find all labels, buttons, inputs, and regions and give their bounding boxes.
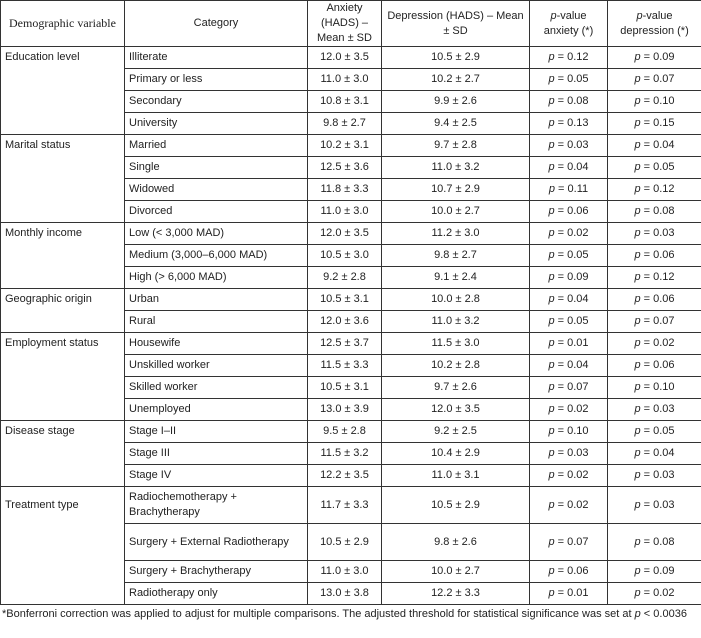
category-cell: Primary or less xyxy=(125,69,308,91)
table-row xyxy=(1,399,701,421)
demographic-variable-cell xyxy=(1,245,125,267)
p-symbol: p xyxy=(548,95,555,107)
p-value: = 0.03 xyxy=(557,139,589,151)
table-row xyxy=(1,487,701,524)
depression-cell: 10.2 ± 2.7 xyxy=(382,69,530,91)
p-symbol: p xyxy=(634,587,641,599)
category-cell: Radiochemotherapy + Brachytherapy xyxy=(125,487,308,524)
depression-cell: 9.8 ± 2.7 xyxy=(382,245,530,267)
depression-cell: 9.2 ± 2.5 xyxy=(382,421,530,443)
depression-cell: 9.7 ± 2.8 xyxy=(382,135,530,157)
p-symbol: p xyxy=(634,447,641,459)
p-anxiety-cell xyxy=(530,465,608,487)
depression-cell: 10.5 ± 2.9 xyxy=(382,47,530,69)
p-anxiety-cell xyxy=(530,47,608,69)
p-value: = 0.02 xyxy=(557,469,589,481)
header-p-depression xyxy=(608,1,701,47)
depression-cell: 11.2 ± 3.0 xyxy=(382,223,530,245)
p-symbol: p xyxy=(548,117,555,129)
p-anxiety-cell xyxy=(530,399,608,421)
table-row xyxy=(1,245,701,267)
p-symbol: p xyxy=(548,315,555,327)
p-anxiety-cell xyxy=(530,113,608,135)
anxiety-cell: 10.8 ± 3.1 xyxy=(308,91,382,113)
p-depression-cell xyxy=(608,487,701,524)
p-symbol: p xyxy=(548,403,555,415)
p-depression-cell xyxy=(608,443,701,465)
footnote xyxy=(2,607,699,622)
depression-cell: 10.0 ± 2.7 xyxy=(382,561,530,583)
p-depression-cell xyxy=(608,47,701,69)
p-value: = 0.01 xyxy=(557,337,589,349)
p-depression-cell xyxy=(608,179,701,201)
table-row xyxy=(1,421,701,443)
category-cell: Stage III xyxy=(125,443,308,465)
anxiety-cell: 13.0 ± 3.8 xyxy=(308,583,382,605)
p-symbol: p xyxy=(548,51,555,63)
table-row xyxy=(1,223,701,245)
category-cell: Rural xyxy=(125,311,308,333)
category-cell: Housewife xyxy=(125,333,308,355)
p-symbol: p xyxy=(634,425,641,437)
table-row xyxy=(1,69,701,91)
table-row xyxy=(1,333,701,355)
p-symbol: p xyxy=(548,535,555,548)
category-cell: Unskilled worker xyxy=(125,355,308,377)
anxiety-cell: 10.5 ± 3.0 xyxy=(308,245,382,267)
p-value: = 0.04 xyxy=(557,161,589,173)
p-anxiety-cell xyxy=(530,355,608,377)
p-symbol: p xyxy=(634,73,641,85)
p-value: = 0.03 xyxy=(643,227,675,239)
p-value: = 0.06 xyxy=(643,359,675,371)
p-symbol: p xyxy=(634,139,641,151)
p-value: = 0.03 xyxy=(557,447,589,459)
p-depression-cell xyxy=(608,69,701,91)
table-row xyxy=(1,524,701,561)
p-value: = 0.12 xyxy=(643,183,675,195)
table-row xyxy=(1,267,701,289)
p-value: = 0.13 xyxy=(557,117,589,129)
p-symbol: p xyxy=(634,337,641,349)
table-row xyxy=(1,179,701,201)
category-cell: Radiotherapy only xyxy=(125,583,308,605)
category-cell: Skilled worker xyxy=(125,377,308,399)
p-value: = 0.01 xyxy=(557,587,589,599)
anxiety-cell: 9.5 ± 2.8 xyxy=(308,421,382,443)
demographic-variable-cell xyxy=(1,157,125,179)
depression-cell: 9.8 ± 2.6 xyxy=(382,524,530,561)
anxiety-cell: 11.7 ± 3.3 xyxy=(308,487,382,524)
p-anxiety-cell xyxy=(530,135,608,157)
anxiety-cell: 12.2 ± 3.5 xyxy=(308,465,382,487)
depression-cell: 11.0 ± 3.1 xyxy=(382,465,530,487)
p-value: = 0.04 xyxy=(557,293,589,305)
depression-cell: 10.2 ± 2.8 xyxy=(382,355,530,377)
p-value: = 0.15 xyxy=(643,117,675,129)
p-symbol: p xyxy=(548,565,555,577)
anxiety-cell: 9.8 ± 2.7 xyxy=(308,113,382,135)
p-symbol: p xyxy=(548,183,555,195)
header-depression: Depression (HADS) – Mean ± SD xyxy=(382,1,530,47)
p-symbol: p xyxy=(550,9,557,22)
category-cell: University xyxy=(125,113,308,135)
table-row xyxy=(1,157,701,179)
p-symbol: p xyxy=(548,227,555,239)
table-row xyxy=(1,201,701,223)
p-anxiety-cell xyxy=(530,377,608,399)
p-symbol: p xyxy=(634,227,641,239)
p-value: = 0.04 xyxy=(643,139,675,151)
p-anxiety-cell xyxy=(530,487,608,524)
category-cell: Married xyxy=(125,135,308,157)
table-row xyxy=(1,377,701,399)
p-value: = 0.08 xyxy=(557,95,589,107)
category-cell: Secondary xyxy=(125,91,308,113)
p-symbol: p xyxy=(548,381,555,393)
anxiety-cell: 10.5 ± 3.1 xyxy=(308,289,382,311)
table-row xyxy=(1,47,701,69)
depression-cell: 10.0 ± 2.7 xyxy=(382,201,530,223)
p-depression-cell xyxy=(608,223,701,245)
p-symbol: p xyxy=(634,205,641,217)
p-symbol: p xyxy=(548,447,555,459)
depression-cell: 12.0 ± 3.5 xyxy=(382,399,530,421)
depression-cell: 11.0 ± 3.2 xyxy=(382,311,530,333)
p-value: = 0.02 xyxy=(557,403,589,415)
header-row xyxy=(1,1,701,47)
p-value: = 0.02 xyxy=(557,227,589,239)
depression-cell: 9.9 ± 2.6 xyxy=(382,91,530,113)
header-demographic-variable: Demographic variable xyxy=(1,1,125,47)
demographic-variable-cell: Marital status xyxy=(1,135,125,157)
category-cell: Illiterate xyxy=(125,47,308,69)
p-symbol: p xyxy=(634,51,641,63)
demographic-variable-cell xyxy=(1,524,125,561)
p-value: = 0.11 xyxy=(558,183,589,195)
demographic-variable-cell xyxy=(1,355,125,377)
p-depression-cell xyxy=(608,201,701,223)
table-row xyxy=(1,465,701,487)
p-symbol: p xyxy=(634,293,641,305)
p-value: = 0.12 xyxy=(643,271,675,283)
table-row xyxy=(1,561,701,583)
anxiety-cell: 12.5 ± 3.7 xyxy=(308,333,382,355)
header-anxiety: Anxiety (HADS) – Mean ± SD xyxy=(308,1,382,47)
header-p-depression-label: -value depression (*) xyxy=(620,9,689,37)
table-row xyxy=(1,443,701,465)
anxiety-cell: 12.5 ± 3.6 xyxy=(308,157,382,179)
p-value: = 0.07 xyxy=(557,535,589,548)
p-value: = 0.02 xyxy=(557,498,589,511)
anxiety-cell: 10.2 ± 3.1 xyxy=(308,135,382,157)
demographic-variable-cell xyxy=(1,311,125,333)
table-row xyxy=(1,311,701,333)
p-depression-cell xyxy=(608,377,701,399)
p-anxiety-cell xyxy=(530,201,608,223)
category-cell: Single xyxy=(125,157,308,179)
p-anxiety-cell xyxy=(530,524,608,561)
anxiety-cell: 9.2 ± 2.8 xyxy=(308,267,382,289)
demographic-variable-cell xyxy=(1,267,125,289)
p-anxiety-cell xyxy=(530,69,608,91)
depression-cell: 10.7 ± 2.9 xyxy=(382,179,530,201)
p-symbol: p xyxy=(636,9,643,22)
p-value: = 0.10 xyxy=(643,381,675,393)
demographic-variable-cell xyxy=(1,91,125,113)
demographic-variable-cell xyxy=(1,399,125,421)
p-value: = 0.05 xyxy=(643,161,675,173)
anxiety-cell: 11.0 ± 3.0 xyxy=(308,201,382,223)
p-depression-cell xyxy=(608,113,701,135)
demographic-variable-cell xyxy=(1,561,125,583)
demographic-variable-cell: Treatment type xyxy=(1,487,125,524)
p-anxiety-cell xyxy=(530,443,608,465)
footnote-text: *Bonferroni correction was applied to adjust for multiple comparisons. The adjusted threshold for statistical significance was set at xyxy=(2,608,635,620)
p-depression-cell xyxy=(608,524,701,561)
footnote-p-symbol: p xyxy=(634,608,641,620)
category-cell: Low (< 3,000 MAD) xyxy=(125,223,308,245)
p-anxiety-cell xyxy=(530,267,608,289)
demographic-variable-cell: Disease stage xyxy=(1,421,125,443)
p-symbol: p xyxy=(548,359,555,371)
p-value: = 0.05 xyxy=(643,425,675,437)
p-value: = 0.09 xyxy=(643,565,675,577)
depression-cell: 11.5 ± 3.0 xyxy=(382,333,530,355)
p-depression-cell xyxy=(608,399,701,421)
p-symbol: p xyxy=(634,183,641,195)
p-symbol: p xyxy=(548,73,555,85)
table-row xyxy=(1,355,701,377)
p-value: = 0.05 xyxy=(557,73,589,85)
demographic-variable-cell xyxy=(1,443,125,465)
p-value: = 0.08 xyxy=(643,535,675,548)
p-anxiety-cell xyxy=(530,421,608,443)
anxiety-cell: 12.0 ± 3.6 xyxy=(308,311,382,333)
header-p-anxiety xyxy=(530,1,608,47)
p-symbol: p xyxy=(548,293,555,305)
category-cell: Surgery + External Radiotherapy xyxy=(125,524,308,561)
p-depression-cell xyxy=(608,421,701,443)
depression-cell: 9.7 ± 2.6 xyxy=(382,377,530,399)
category-cell: Divorced xyxy=(125,201,308,223)
p-symbol: p xyxy=(634,469,641,481)
p-value: = 0.09 xyxy=(643,51,675,63)
p-anxiety-cell xyxy=(530,583,608,605)
p-value: = 0.04 xyxy=(643,447,675,459)
category-cell: Widowed xyxy=(125,179,308,201)
p-depression-cell xyxy=(608,465,701,487)
p-symbol: p xyxy=(634,271,641,283)
header-category: Category xyxy=(125,1,308,47)
demographic-variable-cell xyxy=(1,113,125,135)
p-value: = 0.02 xyxy=(643,337,675,349)
p-symbol: p xyxy=(548,498,555,511)
p-symbol: p xyxy=(634,403,641,415)
anxiety-cell: 12.0 ± 3.5 xyxy=(308,223,382,245)
anxiety-cell: 10.5 ± 3.1 xyxy=(308,377,382,399)
header-p-anxiety-label: -value anxiety (*) xyxy=(543,9,594,37)
p-depression-cell xyxy=(608,91,701,113)
p-depression-cell xyxy=(608,333,701,355)
anxiety-cell: 10.5 ± 2.9 xyxy=(308,524,382,561)
demographic-variable-cell xyxy=(1,179,125,201)
demographic-variable-cell: Monthly income xyxy=(1,223,125,245)
table-row xyxy=(1,91,701,113)
depression-cell: 10.5 ± 2.9 xyxy=(382,487,530,524)
p-value: = 0.07 xyxy=(557,381,589,393)
p-symbol: p xyxy=(548,469,555,481)
p-anxiety-cell xyxy=(530,561,608,583)
p-anxiety-cell xyxy=(530,333,608,355)
p-symbol: p xyxy=(634,565,641,577)
p-value: = 0.03 xyxy=(643,469,675,481)
p-depression-cell xyxy=(608,583,701,605)
p-value: = 0.06 xyxy=(557,565,589,577)
p-anxiety-cell xyxy=(530,311,608,333)
anxiety-cell: 11.0 ± 3.0 xyxy=(308,561,382,583)
category-cell: Stage I–II xyxy=(125,421,308,443)
demographic-variable-cell xyxy=(1,377,125,399)
p-anxiety-cell xyxy=(530,245,608,267)
demographic-variable-cell xyxy=(1,583,125,605)
p-depression-cell xyxy=(608,245,701,267)
p-value: = 0.10 xyxy=(557,425,589,437)
p-symbol: p xyxy=(548,139,555,151)
p-symbol: p xyxy=(548,425,555,437)
p-symbol: p xyxy=(548,587,555,599)
depression-cell: 12.2 ± 3.3 xyxy=(382,583,530,605)
p-symbol: p xyxy=(548,249,555,261)
depression-cell: 9.1 ± 2.4 xyxy=(382,267,530,289)
p-value: = 0.05 xyxy=(557,315,589,327)
table-body xyxy=(1,47,701,605)
p-value: = 0.03 xyxy=(643,403,675,415)
p-symbol: p xyxy=(634,359,641,371)
p-anxiety-cell xyxy=(530,157,608,179)
table-row xyxy=(1,583,701,605)
table-row xyxy=(1,113,701,135)
p-depression-cell xyxy=(608,355,701,377)
depression-cell: 10.4 ± 2.9 xyxy=(382,443,530,465)
p-symbol: p xyxy=(548,271,555,283)
demographic-variable-cell: Education level xyxy=(1,47,125,69)
p-anxiety-cell xyxy=(530,91,608,113)
p-value: = 0.04 xyxy=(557,359,589,371)
category-cell: High (> 6,000 MAD) xyxy=(125,267,308,289)
p-symbol: p xyxy=(634,498,641,511)
p-symbol: p xyxy=(634,161,641,173)
p-value: = 0.03 xyxy=(643,498,675,511)
p-value: = 0.05 xyxy=(557,249,589,261)
anxiety-cell: 12.0 ± 3.5 xyxy=(308,47,382,69)
p-value: = 0.06 xyxy=(557,205,589,217)
demographic-variable-cell xyxy=(1,69,125,91)
category-cell: Unemployed xyxy=(125,399,308,421)
p-anxiety-cell xyxy=(530,179,608,201)
category-cell: Surgery + Brachytherapy xyxy=(125,561,308,583)
category-cell: Medium (3,000–6,000 MAD) xyxy=(125,245,308,267)
demographic-variable-cell: Geographic origin xyxy=(1,289,125,311)
p-depression-cell xyxy=(608,311,701,333)
p-value: = 0.02 xyxy=(643,587,675,599)
p-depression-cell xyxy=(608,157,701,179)
anxiety-cell: 11.0 ± 3.0 xyxy=(308,69,382,91)
p-anxiety-cell xyxy=(530,289,608,311)
p-value: = 0.12 xyxy=(557,51,589,63)
anxiety-cell: 11.5 ± 3.2 xyxy=(308,443,382,465)
depression-cell: 10.0 ± 2.8 xyxy=(382,289,530,311)
p-anxiety-cell xyxy=(530,223,608,245)
anxiety-cell: 11.8 ± 3.3 xyxy=(308,179,382,201)
p-symbol: p xyxy=(634,249,641,261)
p-value: = 0.06 xyxy=(643,249,675,261)
anxiety-cell: 11.5 ± 3.3 xyxy=(308,355,382,377)
p-symbol: p xyxy=(634,535,641,548)
p-symbol: p xyxy=(634,95,641,107)
depression-cell: 9.4 ± 2.5 xyxy=(382,113,530,135)
p-value: = 0.07 xyxy=(643,315,675,327)
demographic-variable-cell xyxy=(1,201,125,223)
demographic-variable-cell xyxy=(1,465,125,487)
p-value: = 0.10 xyxy=(643,95,675,107)
p-symbol: p xyxy=(634,381,641,393)
p-depression-cell xyxy=(608,561,701,583)
p-value: = 0.06 xyxy=(643,293,675,305)
p-symbol: p xyxy=(634,315,641,327)
p-depression-cell xyxy=(608,267,701,289)
table-row xyxy=(1,289,701,311)
p-depression-cell xyxy=(608,289,701,311)
table-row xyxy=(1,135,701,157)
p-symbol: p xyxy=(548,337,555,349)
category-cell: Urban xyxy=(125,289,308,311)
demographic-variable-cell: Employment status xyxy=(1,333,125,355)
p-symbol: p xyxy=(548,205,555,217)
p-value: = 0.07 xyxy=(643,73,675,85)
category-cell: Stage IV xyxy=(125,465,308,487)
footnote-threshold: < 0.0036 xyxy=(640,608,687,620)
p-symbol: p xyxy=(548,161,555,173)
p-symbol: p xyxy=(634,117,641,129)
p-value: = 0.09 xyxy=(557,271,589,283)
anxiety-cell: 13.0 ± 3.9 xyxy=(308,399,382,421)
depression-cell: 11.0 ± 3.2 xyxy=(382,157,530,179)
p-depression-cell xyxy=(608,135,701,157)
p-value: = 0.08 xyxy=(643,205,675,217)
